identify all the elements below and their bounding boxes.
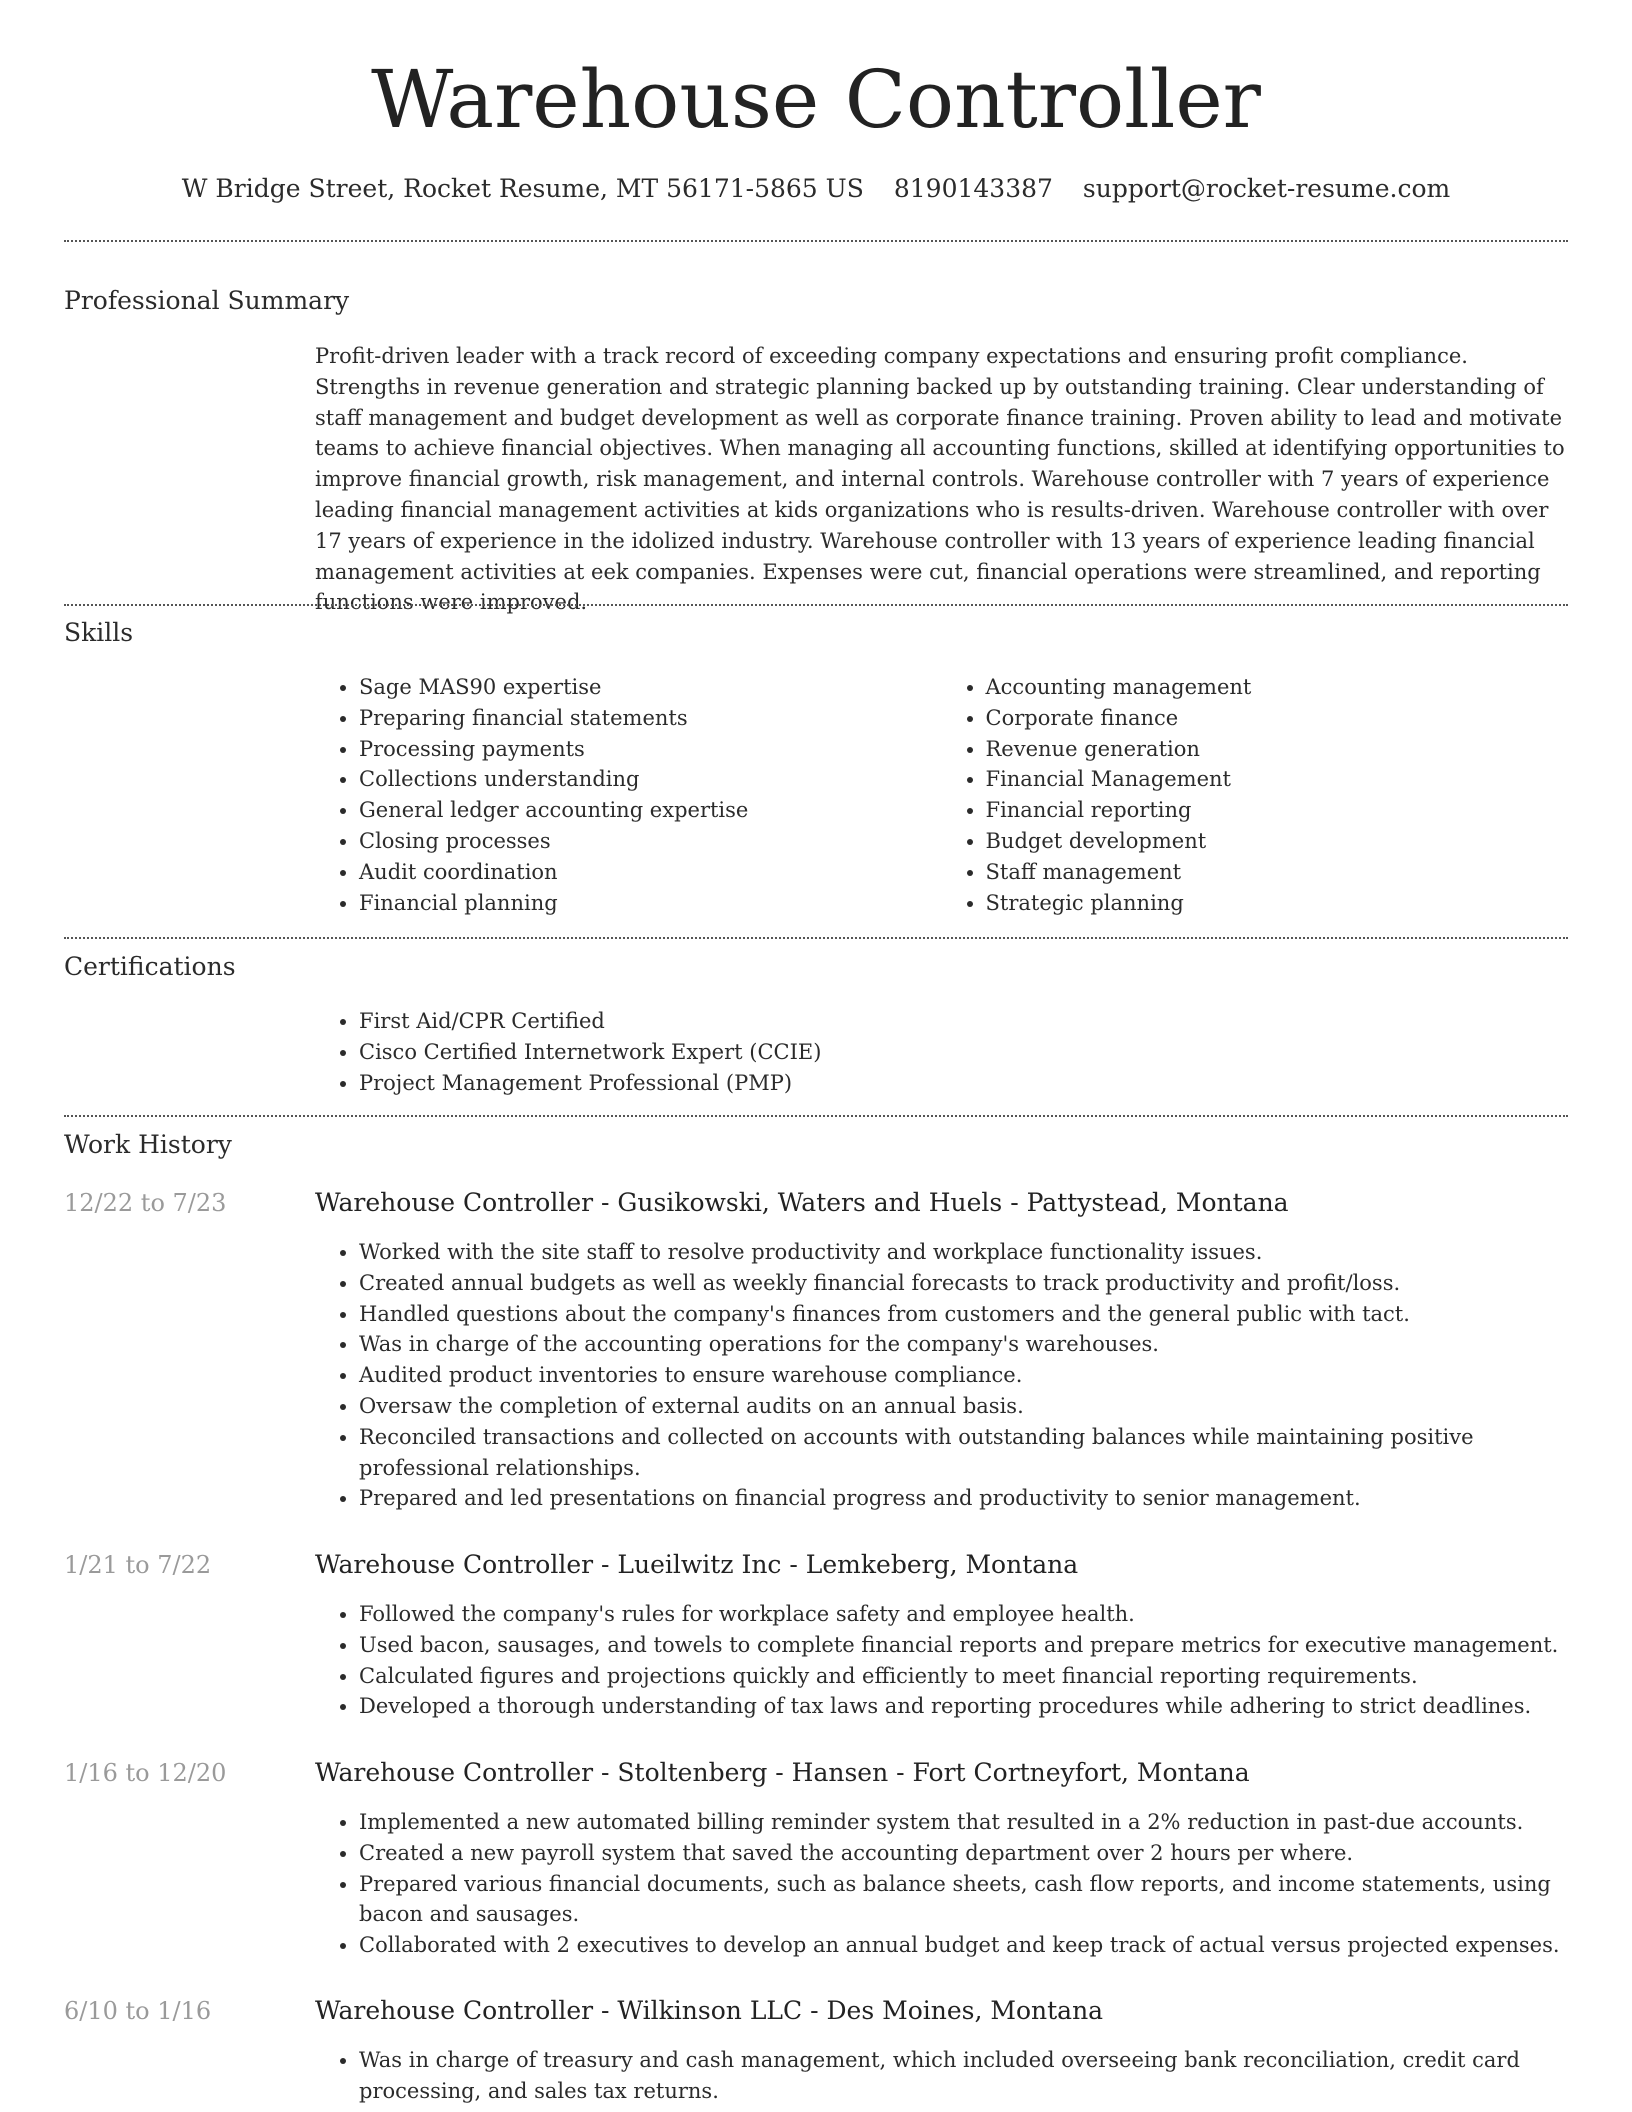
job-bullet: • Worked with the site staff to resolve productivity and workplace functionality issues. [359, 1237, 1568, 1268]
job-title: Warehouse Controller - Stoltenberg - Hansen - Fort Cortneyfort, Montana [315, 1758, 1250, 1787]
skill-item: • General ledger accounting expertise [359, 795, 942, 826]
skills-section [315, 672, 1568, 918]
job-bullet: • Prepared various financial documents, such as balance sheets, cash flow reports, and income statements, using bacon and sausages. [359, 1869, 1568, 1931]
skill-item: • Collections understanding [359, 764, 942, 795]
job-dates: 12/22 to 7/23 [64, 1189, 227, 1217]
summary-section [315, 341, 1568, 618]
section-divider [64, 937, 1568, 939]
work-history-heading: Work History [64, 1130, 232, 1159]
job-bullet: • Was in charge of treasury and cash management, which included overseeing bank reconciliation, credit card processing, and sales tax returns. [359, 2045, 1568, 2107]
job-bullet: • Implemented a new automated billing reminder system that resulted in a 2% reduction in past-due accounts. [359, 1807, 1568, 1838]
job-bullets [315, 1807, 1568, 1961]
job-bullets [315, 1599, 1568, 1722]
skill-item: • Financial planning [359, 888, 942, 919]
summary-text: Profit-driven leader with a track record of exceeding company expectations and ensuring profit compliance. Strengths in revenue generation and strategic planning backed up by outstanding training. Clear understanding of staff management and budget development as well as corporate finance training. Proven ability to lead and motivate teams to achieve financial objectives. When managing all accounting functions, skilled at identifying opportunities to improve financial growth, risk management, and internal controls. Warehouse controller with 7 years of experience leading financial management activities at kids organizations who is results-driven. Warehouse controller with over 17 years of experience in the idolized industry. Warehouse controller with 13 years of experience leading financial management activities at eek companies. Expenses were cut, financial operations were streamlined, and reporting functions were improved. [315, 344, 1565, 615]
job-bullets [315, 2045, 1568, 2107]
skill-item: • Corporate finance [986, 703, 1569, 734]
job-dates: 1/16 to 12/20 [64, 1759, 227, 1787]
skill-item: • Revenue generation [986, 734, 1569, 765]
job-title: Warehouse Controller - Wilkinson LLC - Des Moines, Montana [315, 1996, 1104, 2025]
job-details [315, 1599, 1568, 1722]
job-bullet: • Reconciled transactions and collected on accounts with outstanding balances while maintaining positive professional relationships. [359, 1422, 1568, 1484]
job-bullet: • Was in charge of the accounting operations for the company's warehouses. [359, 1329, 1568, 1360]
job-details [315, 2045, 1568, 2107]
certification-item: • Cisco Certified Internetwork Expert (CCIE) [359, 1037, 1568, 1068]
contact-line [64, 172, 1568, 206]
job-bullets [315, 1237, 1568, 1514]
contact-address: W Bridge Street, Rocket Resume, MT 56171-5865 US [181, 174, 864, 203]
skill-item: • Financial Management [986, 764, 1569, 795]
job-bullet: • Prepared and led presentations on financial progress and productivity to senior management. [359, 1483, 1568, 1514]
skill-item: • Audit coordination [359, 857, 942, 888]
job-bullet: • Audited product inventories to ensure warehouse compliance. [359, 1360, 1568, 1391]
job-dates: 6/10 to 1/16 [64, 1997, 212, 2025]
skill-item: • Staff management [986, 857, 1569, 888]
skill-item: • Accounting management [986, 672, 1569, 703]
job-bullet: • Created annual budgets as well as weekly financial forecasts to track productivity and profit/loss. [359, 1268, 1568, 1299]
job-title: Warehouse Controller - Lueilwitz Inc - Lemkeberg, Montana [315, 1550, 1079, 1579]
job-bullet: • Followed the company's rules for workplace safety and employee health. [359, 1599, 1568, 1630]
job-bullet: • Collaborated with 2 executives to develop an annual budget and keep track of actual versus projected expenses. [359, 1930, 1568, 1961]
skill-item: • Strategic planning [986, 888, 1569, 919]
skills-heading: Skills [64, 618, 134, 647]
job-bullet: • Calculated figures and projections quickly and efficiently to meet financial reporting requirements. [359, 1661, 1568, 1692]
skill-item: • Sage MAS90 expertise [359, 672, 942, 703]
summary-heading: Professional Summary [64, 286, 350, 315]
section-divider [64, 604, 1568, 606]
section-divider [64, 1115, 1568, 1117]
skills-list-left [315, 672, 942, 918]
job-bullet: • Developed a thorough understanding of tax laws and reporting procedures while adhering to strict deadlines. [359, 1691, 1568, 1722]
skill-item: • Processing payments [359, 734, 942, 765]
certifications-section [315, 1006, 1568, 1098]
job-dates: 1/21 to 7/22 [64, 1551, 212, 1579]
certifications-list [315, 1006, 1568, 1098]
skill-item: • Financial reporting [986, 795, 1569, 826]
certifications-heading: Certifications [64, 952, 236, 981]
contact-phone: 8190143387 [893, 174, 1053, 203]
resume-name: Warehouse Controller [371, 53, 1261, 146]
skills-list-right [942, 672, 1569, 918]
contact-email[interactable]: support@rocket-resume.com [1082, 174, 1451, 203]
job-details [315, 1807, 1568, 1961]
job-bullet: • Created a new payroll system that saved the accounting department over 2 hours per where. [359, 1838, 1568, 1869]
certification-item: • Project Management Professional (PMP) [359, 1068, 1568, 1099]
certification-item: • First Aid/CPR Certified [359, 1006, 1568, 1037]
job-title: Warehouse Controller - Gusikowski, Waters and Huels - Pattystead, Montana [315, 1188, 1289, 1217]
skill-item: • Budget development [986, 826, 1569, 857]
job-details [315, 1237, 1568, 1514]
section-divider [64, 240, 1568, 242]
job-bullet: • Used bacon, sausages, and towels to complete financial reports and prepare metrics for executive management. [359, 1630, 1568, 1661]
skill-item: • Closing processes [359, 826, 942, 857]
job-bullet: • Oversaw the completion of external audits on an annual basis. [359, 1391, 1568, 1422]
skill-item: • Preparing financial statements [359, 703, 942, 734]
job-bullet: • Handled questions about the company's finances from customers and the general public with tact. [359, 1299, 1568, 1330]
